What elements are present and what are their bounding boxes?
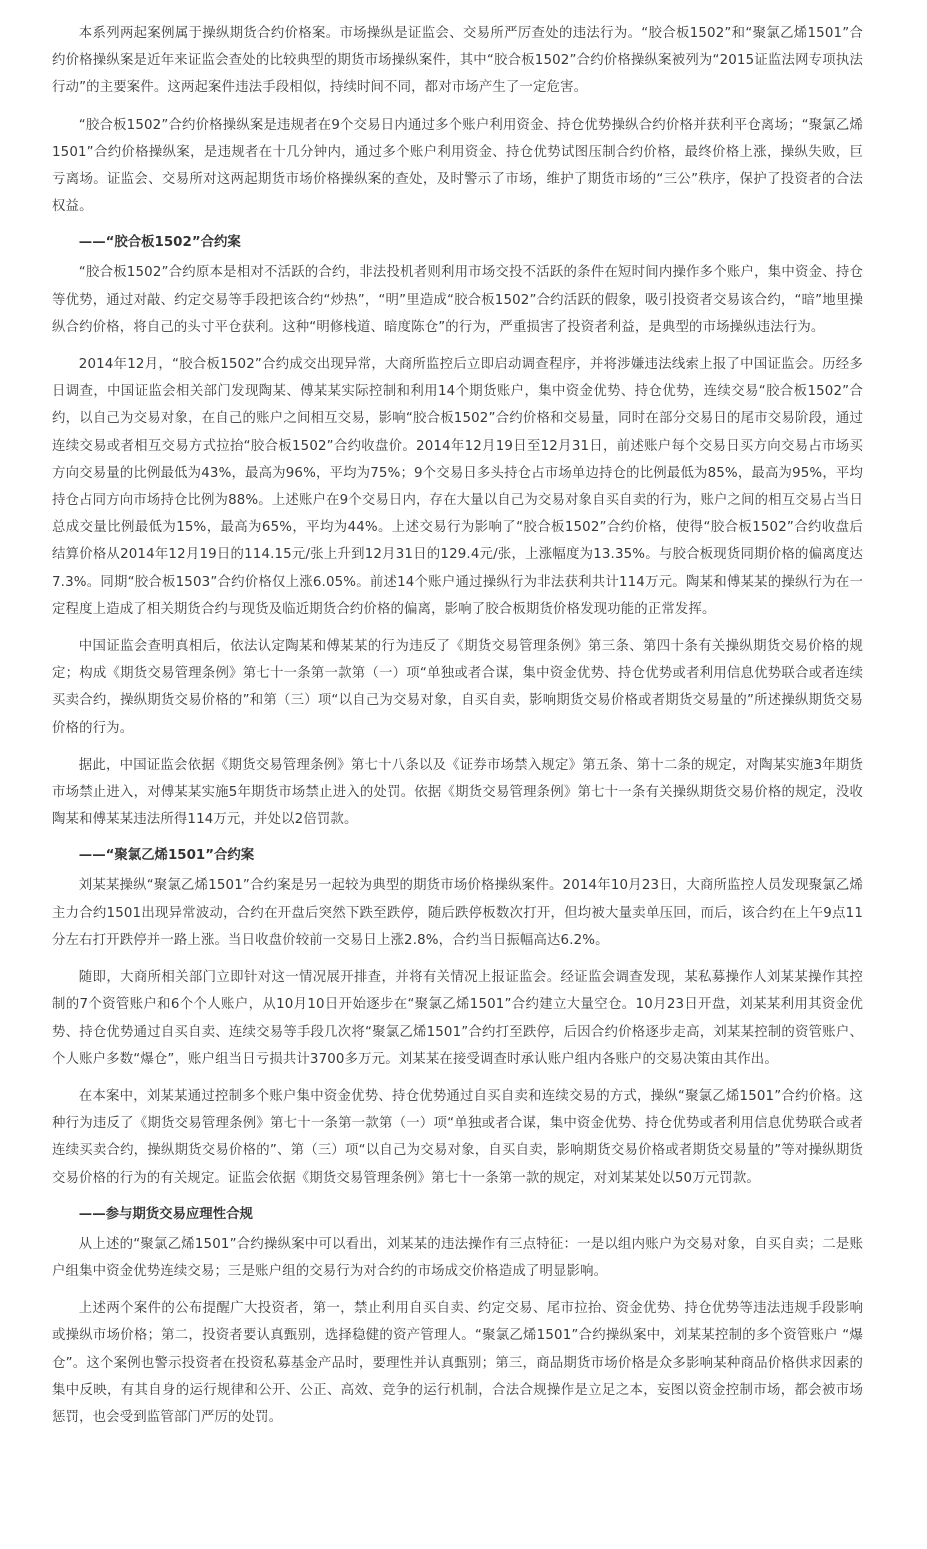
paragraph-case3-1: 从上述的“聚氯乙烯1501”合约操纵案中可以看出，刘某某的违法操作有三点特征：一是以组内账户为交易对象，自买自卖；二是账户组集中资金优势连续交易；三是账户组的交易行为对合约的市场成交价格造成了明显影响。 (52, 1236, 863, 1279)
section-heading-plywood-case: ——“胶合板1502”合约案 (78, 235, 241, 251)
paragraph-case2-1: 刘某某操纵“聚氯乙烯1501”合约案是另一起较为典型的期货市场价格操纵案件。2014年10月23日，大商所监控人员发现聚氯乙烯主力合约1501出现异常波动，合约在开盘后突然下跌至跌停，随后跌停板数次打开，但均被大量卖单压回，而后，该合约在上午9点11分左右打开跌停并一路上涨。当日收盘价较前一交易日上涨2.8%，合约当日振幅高达6.2%。 (52, 878, 863, 948)
paragraph-case2-3: 在本案中，刘某某通过控制多个账户集中资金优势、持仓优势通过自买自卖和连续交易的方式，操纵“聚氯乙烯1501”合约价格。这种行为违反了《期货交易管理条例》第七十一条第一款第（一）项“单独或者合谋，集中资金优势、持仓优势或者利用信息优势联合或者连续买卖合约，操纵期货交易价格的”、第（三）项“以自己为交易对象，自买自卖，影响期货交易价格或者期货交易量的”等对操纵期货交易价格的行为的有关规定。证监会依据《期货交易管理条例》第七十一条第一款的规定，对刘某某处以50万元罚款。 (52, 1088, 863, 1186)
paragraph-case1-2: 2014年12月，“胶合板1502”合约成交出现异常，大商所监控后立即启动调查程序，并将涉嫌违法线索上报了中国证监会。历经多日调查，中国证监会相关部门发现陶某、傅某某实际控制和利用14个期货账户，集中资金优势、持仓优势，连续交易“胶合板1502”合约，以自己为交易对象，在自己的账户之间相互交易，影响“胶合板1502”合约价格和交易量，同时在部分交易日的尾市交易阶段，通过连续交易或者相互交易方式拉抬“胶合板1502”合约收盘价。2014年12月19日至12月31日，前述账户每个交易日买方向交易占市场买方向交易量的比例最低为43%，最高为96%，平均为75%；9个交易日多头持仓占市场单边持仓的比例最低为85%，最高为95%，平均持仓占同方向市场持仓比例为88%。上述账户在9个交易日内，存在大量以自己为交易对象自买自卖的行为，账户之间的相互交易占当日总成交量比例最低为15%，最高为65%，平均为44%。上述交易行为影响了“胶合板1502”合约价格，使得“胶合板1502”合约收盘后结算价格从2014年12月19日的114.15元/张上升到12月31日的129.4元/张，上涨幅度为13.35%。与胶合板现货同期价格的偏离度达7.3%。同期“胶合板1503”合约价格仅上涨6.05%。前述14个账户通过操纵行为非法获利共计114万元。陶某和傅某某的操纵行为在一定程度上造成了相关期货合约与现货及临近期货合约价格的偏离，影响了胶合板期货价格发现功能的正常发挥。 (52, 357, 863, 617)
paragraph-case1-1: “胶合板1502”合约原本是相对不活跃的合约，非法投机者则利用市场交投不活跃的条件在短时间内操作多个账户，集中资金、持仓等优势，通过对敲、约定交易等手段把该合约“炒热”，“明”里造成“胶合板1502”合约活跃的假象，吸引投资者交易该合约，“暗”地里操纵合约价格，将自己的头寸平仓获利。这种“明修栈道、暗度陈仓”的行为，严重损害了投资者利益，是典型的市场操纵违法行为。 (52, 265, 863, 335)
paragraph-case1-4: 据此，中国证监会依据《期货交易管理条例》第七十八条以及《证券市场禁入规定》第五条、第十二条的规定，对陶某实施3年期货市场禁止进入，对傅某某实施5年期货市场禁止进入的处罚。依据《期货交易管理条例》第七十一条有关操纵期货交易价格的规定，没收陶某和傅某某违法所得114万元，并处以2倍罚款。 (52, 757, 863, 828)
paragraph-case3-2: 上述两个案件的公布提醒广大投资者，第一，禁止利用自买自卖、约定交易、尾市拉抬、资金优势、持仓优势等违法违规手段影响或操纵市场价格；第二，投资者要认真甄别，选择稳健的资产管理人。“聚氯乙烯1501”合约操纵案中，刘某某控制的多个资管账户 “爆仓”。这个案例也警示投资者在投资私募基金产品时，要理性并认真甄别；第三，商品期货市场价格是众多影响某种商品价格供求因素的集中反映，有其自身的运行规律和公开、公正、高效、竞争的运行机制，合法合规操作是立足之本，妄图以资金控制市场，都会被市场惩罚，也会受到监管部门严厉的处罚。 (52, 1301, 863, 1425)
paragraph-intro-2: “胶合板1502”合约价格操纵案是违规者在9个交易日内通过多个账户利用资金、持仓优势操纵合约价格并获利平仓离场；“聚氯乙烯1501”合约价格操纵案，是违规者在十几分钟内，通过多个账户利用资金、持仓优势试图压制合约价格，最终价格上涨，操纵失败，巨亏离场。证监会、交易所对这两起期货市场价格操纵案的查处，及时警示了市场，维护了期货市场的“三公”秩序，保护了投资者的合法权益。 (52, 117, 863, 215)
paragraph-case2-2: 随即，大商所相关部门立即针对这一情况展开排查，并将有关情况上报证监会。经证监会调查发现，某私募操作人刘某某操作其控制的7个资管账户和6个个人账户，从10月10日开始逐步在“聚氯乙烯1501”合约建立大量空仓。10月23日开盘，刘某某利用其资金优势、持仓优势通过自买自卖、连续交易等手段几次将“聚氯乙烯1501”合约打至跌停，后因合约价格逐步走高，刘某某控制的资管账户、个人账户多数“爆仓”，账户组当日亏损共计3700多万元。刘某某在接受调查时承认账户组内各账户的交易决策由其作出。 (52, 970, 863, 1067)
paragraph-case1-3: 中国证监会查明真相后，依法认定陶某和傅某某的行为违反了《期货交易管理条例》第三条、第四十条有关操纵期货交易价格的规定；构成《期货交易管理条例》第七十一条第一款第（一）项“单独或者合谋，集中资金优势、持仓优势或者利用信息优势联合或者连续买卖合约，操纵期货交易价格的”和第（三）项“以自己为交易对象，自买自卖，影响期货交易价格或者期货交易量的”所述操纵期货交易价格的行为。 (52, 639, 863, 736)
paragraph-intro-1: 本系列两起案例属于操纵期货合约价格案。市场操纵是证监会、交易所严厉查处的违法行为。“胶合板1502”和“聚氯乙烯1501”合约价格操纵案是近年来证监会查处的比较典型的期货市场操纵案件，其中“胶合板1502”合约价格操纵案被列为“2015证监法网专项执法行动”的主要案件。这两起案件违法手段相似，持续时间不同，都对市场产生了一定危害。 (52, 26, 863, 96)
section-heading-compliance: ——参与期货交易应理性合规 (78, 1206, 253, 1222)
section-heading-pvc-case: ——“聚氯乙烯1501”合约案 (78, 848, 255, 864)
